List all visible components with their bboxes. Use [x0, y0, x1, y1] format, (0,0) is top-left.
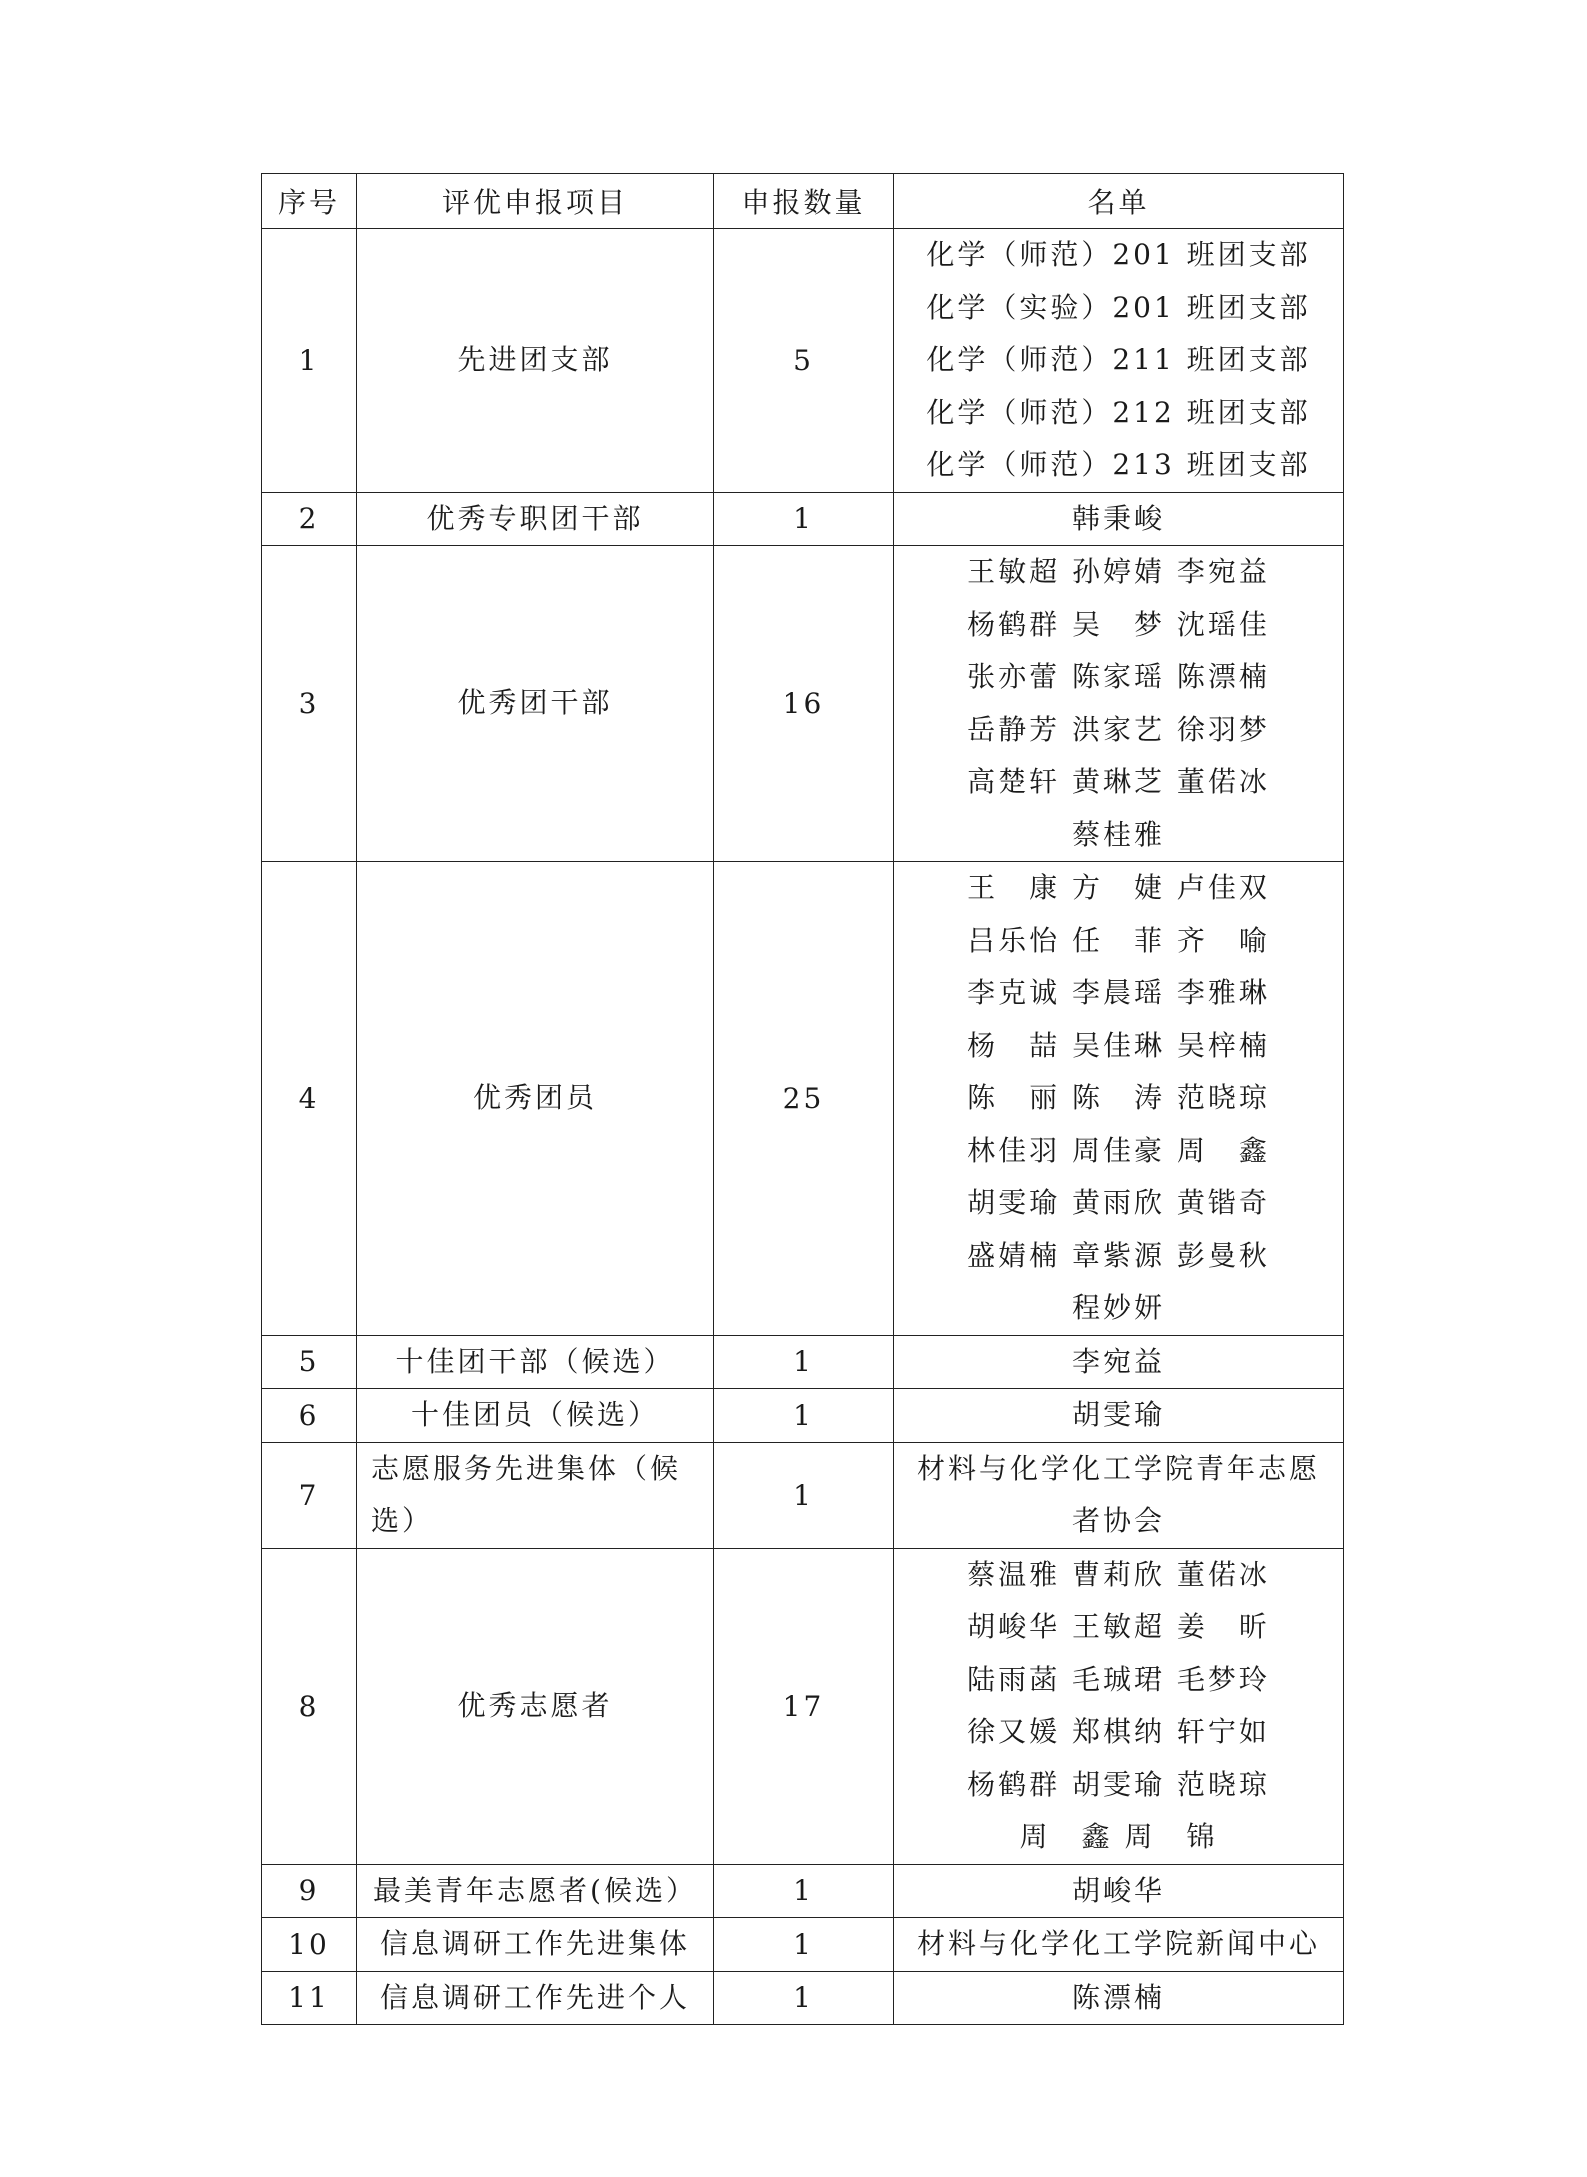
award-item-line: 十佳团员（候选） — [410, 1398, 659, 1431]
table-row — [262, 1971, 1344, 2025]
row-count: 1 — [714, 492, 894, 546]
header-count: 申报数量 — [714, 174, 894, 229]
row-name-list — [894, 862, 1344, 1336]
name-list-line: 胡峻华 — [1071, 1873, 1165, 1907]
name-list-line: 化学（师范）213 班团支部 — [926, 448, 1311, 481]
row-name-list — [894, 1389, 1344, 1443]
row-count: 1 — [714, 1864, 894, 1918]
header-award-item: 评优申报项目 — [357, 174, 714, 229]
name-list-line: 王敏超 孙婷婧 李宛益 — [967, 555, 1270, 588]
name-list-line: 杨鹤群 胡雯瑜 范晓琼 — [967, 1767, 1270, 1801]
row-award-item — [357, 229, 714, 493]
name-list-line: 杨 喆 吴佳琳 吴梓楠 — [967, 1028, 1270, 1062]
award-item-line: 优秀志愿者 — [457, 1688, 613, 1722]
row-count: 1 — [714, 1918, 894, 1972]
row-serial-number: 3 — [262, 546, 357, 862]
row-count: 1 — [714, 1335, 894, 1389]
name-list-line: 韩秉峻 — [1071, 501, 1165, 535]
table-row — [262, 492, 1344, 546]
row-name-list — [894, 1335, 1344, 1389]
award-item-line: 先进团支部 — [457, 343, 613, 376]
award-item-line: 信息调研工作先进集体 — [379, 1927, 690, 1960]
award-item-line: 优秀团员 — [472, 1081, 597, 1114]
name-list-line: 杨鹤群 吴 梦 沈瑶佳 — [967, 607, 1270, 641]
name-list-line: 胡峻华 王敏超 姜 昕 — [967, 1610, 1270, 1643]
name-list-line: 化学（师范）211 班团支部 — [926, 343, 1311, 376]
name-list-line: 蔡桂雅 — [1071, 817, 1165, 851]
row-serial-number: 10 — [262, 1918, 357, 1972]
row-serial-number: 2 — [262, 492, 357, 546]
award-item-line: 选） — [371, 1504, 434, 1537]
row-award-item — [357, 1548, 714, 1864]
row-award-item — [357, 492, 714, 546]
row-count: 5 — [714, 229, 894, 493]
row-award-item — [357, 1442, 714, 1548]
name-list-line: 化学（师范）201 班团支部 — [926, 238, 1311, 271]
name-list-line: 胡雯瑜 黄雨欣 黄锴奇 — [967, 1186, 1270, 1219]
row-name-list — [894, 1548, 1344, 1864]
row-name-list — [894, 546, 1344, 862]
table-row — [262, 1442, 1344, 1548]
name-list-line: 周 鑫 周 锦 — [1019, 1820, 1218, 1853]
row-count: 1 — [714, 1971, 894, 2025]
row-serial-number: 6 — [262, 1389, 357, 1443]
name-list-line: 高楚轩 黄琳芝 董偌冰 — [967, 765, 1270, 798]
name-list-line: 岳静芳 洪家艺 徐羽梦 — [967, 712, 1270, 746]
row-count: 25 — [714, 862, 894, 1336]
row-award-item — [357, 1918, 714, 1972]
name-list-line: 王 康 方 婕 卢佳双 — [967, 871, 1270, 904]
award-item-line: 最美青年志愿者(候选） — [373, 1873, 697, 1907]
header-name-list: 名单 — [894, 174, 1344, 229]
table-row — [262, 1918, 1344, 1972]
name-list-line: 化学（实验）201 班团支部 — [926, 290, 1311, 324]
award-item-line: 优秀团干部 — [457, 686, 613, 720]
header-serial-number: 序号 — [262, 174, 357, 229]
row-name-list — [894, 1442, 1344, 1548]
row-serial-number: 11 — [262, 1971, 357, 2025]
name-list-line: 林佳羽 周佳豪 周 鑫 — [967, 1133, 1270, 1167]
row-serial-number: 8 — [262, 1548, 357, 1864]
row-name-list — [894, 1971, 1344, 2025]
row-serial-number: 1 — [262, 229, 357, 493]
row-award-item — [357, 1971, 714, 2025]
row-name-list — [894, 1864, 1344, 1918]
table-row — [262, 1389, 1344, 1443]
award-nomination-table — [261, 173, 1344, 2025]
row-award-item — [357, 1864, 714, 1918]
row-count: 16 — [714, 546, 894, 862]
name-list-line: 材料与化学化工学院新闻中心 — [916, 1927, 1320, 1960]
name-list-line: 陈 丽 陈 涛 范晓琼 — [967, 1081, 1270, 1114]
row-serial-number: 5 — [262, 1335, 357, 1389]
name-list-line: 徐又媛 郑棋纳 轩宁如 — [967, 1715, 1270, 1748]
row-name-list — [894, 492, 1344, 546]
name-list-line: 张亦蕾 陈家瑶 陈漂楠 — [967, 660, 1270, 693]
row-award-item — [357, 862, 714, 1336]
row-award-item — [357, 1335, 714, 1389]
table-body — [262, 229, 1344, 2025]
name-list-line: 化学（师范）212 班团支部 — [926, 395, 1311, 429]
award-item-line: 信息调研工作先进个人 — [379, 1980, 690, 2014]
award-item-line: 十佳团干部（候选） — [395, 1344, 675, 1378]
row-count: 1 — [714, 1389, 894, 1443]
header-row — [262, 174, 1344, 229]
table-row — [262, 546, 1344, 862]
row-serial-number: 7 — [262, 1442, 357, 1548]
table-row — [262, 1864, 1344, 1918]
row-serial-number: 4 — [262, 862, 357, 1336]
name-list-line: 陈漂楠 — [1071, 1980, 1165, 2014]
row-name-list — [894, 1918, 1344, 1972]
name-list-line: 蔡温雅 曹莉欣 董偌冰 — [967, 1557, 1270, 1591]
row-award-item — [357, 546, 714, 862]
row-serial-number: 9 — [262, 1864, 357, 1918]
name-list-line: 者协会 — [1071, 1504, 1165, 1537]
award-item-line: 优秀专职团干部 — [426, 501, 644, 535]
name-list-line: 吕乐怡 任 菲 齐 喻 — [967, 923, 1270, 957]
row-count: 1 — [714, 1442, 894, 1548]
award-item-line: 志愿服务先进集体（候 — [371, 1451, 682, 1485]
table-row — [262, 1335, 1344, 1389]
name-list-line: 盛婧楠 章紫源 彭曼秋 — [967, 1238, 1270, 1272]
row-name-list — [894, 229, 1344, 493]
name-list-line: 陆雨菡 毛珹珺 毛梦玲 — [967, 1662, 1270, 1696]
table-row — [262, 862, 1344, 1336]
name-list-line: 李克诚 李晨瑶 李雅琳 — [967, 976, 1270, 1009]
row-count: 17 — [714, 1548, 894, 1864]
name-list-line: 程妙妍 — [1071, 1291, 1165, 1324]
table-row — [262, 1548, 1344, 1864]
name-list-line: 李宛益 — [1071, 1344, 1165, 1378]
name-list-line: 材料与化学化工学院青年志愿 — [916, 1451, 1320, 1485]
name-list-line: 胡雯瑜 — [1071, 1398, 1165, 1431]
row-award-item — [357, 1389, 714, 1443]
table-row — [262, 229, 1344, 493]
